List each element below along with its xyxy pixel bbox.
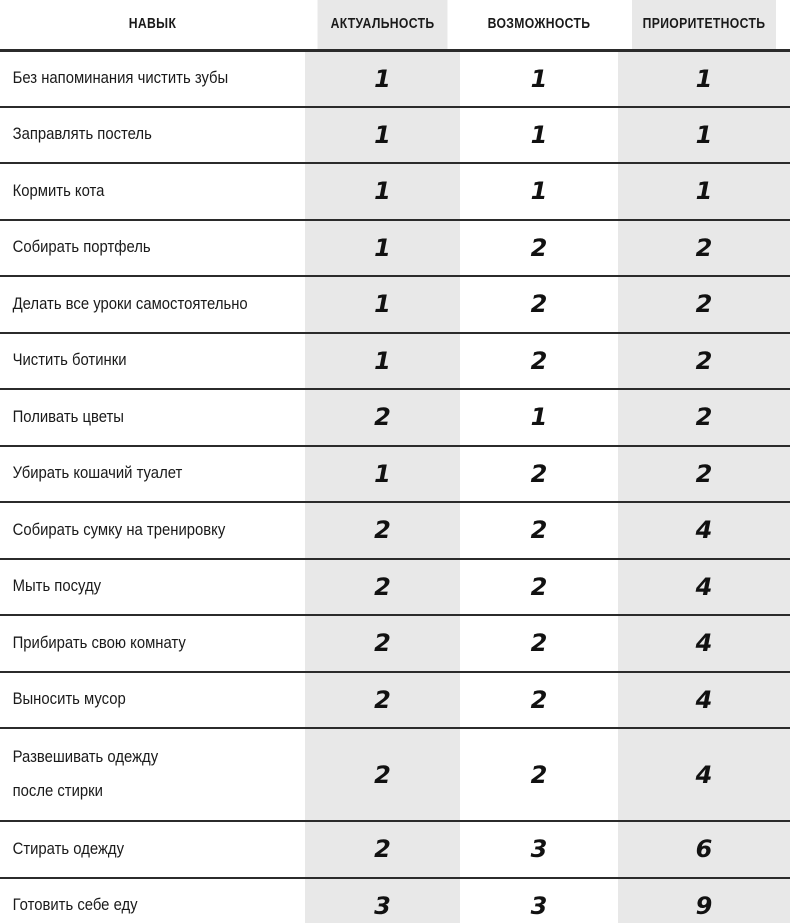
skill-label: Собирать портфель [12, 238, 151, 257]
table-row [0, 389, 790, 446]
cell-possible: 2 [460, 502, 618, 559]
table-header [0, 0, 790, 50]
column-header-priority: ПРИОРИТЕТНОСТЬ [632, 0, 776, 50]
column-header-possible: ВОЗМОЖНОСТЬ [473, 0, 606, 50]
column-header-skill: НАВЫК [24, 0, 280, 50]
cell-actual: 1 [305, 220, 460, 277]
cell-skill [0, 446, 275, 503]
skill-label: Мыть посуду [12, 577, 102, 596]
cell-skill [0, 878, 275, 923]
cell-possible: 1 [460, 389, 618, 446]
cell-skill [0, 502, 275, 559]
cell-skill [0, 163, 275, 220]
cell-actual: 2 [305, 502, 460, 559]
skill-label-line2: после стирки [12, 781, 103, 800]
skill-label: Заправлять постель [12, 125, 152, 144]
table-body [0, 50, 790, 923]
cell-possible: 2 [460, 672, 618, 729]
cell-skill [0, 333, 275, 390]
cell-skill [0, 821, 275, 878]
skill-label: Собирать сумку на тренировку [12, 520, 226, 539]
cell-actual: 1 [305, 333, 460, 390]
cell-skill [0, 615, 275, 672]
cell-possible: 2 [460, 728, 618, 821]
column-header-actual: АКТУАЛЬНОСТЬ [317, 0, 447, 50]
skill-label: Стирать одежду [12, 839, 125, 858]
cell-skill [0, 276, 275, 333]
cell-skill [0, 728, 275, 821]
table-row [0, 333, 790, 390]
cell-priority: 2 [618, 389, 790, 446]
cell-priority: 1 [618, 50, 790, 107]
cell-actual: 2 [305, 389, 460, 446]
cell-priority: 4 [618, 728, 790, 821]
cell-actual: 1 [305, 163, 460, 220]
cell-possible: 2 [460, 220, 618, 277]
table-row [0, 559, 790, 616]
skill-label: Убирать кошачий туалет [12, 464, 183, 483]
table-row [0, 502, 790, 559]
cell-actual: 2 [305, 672, 460, 729]
cell-priority: 4 [618, 672, 790, 729]
cell-priority: 1 [618, 107, 790, 164]
table-row [0, 615, 790, 672]
cell-skill [0, 389, 275, 446]
skill-label: Поливать цветы [12, 407, 124, 426]
header-row [0, 0, 790, 50]
cell-actual: 1 [305, 50, 460, 107]
skill-label: Выносить мусор [12, 690, 126, 709]
cell-possible: 3 [460, 821, 618, 878]
cell-priority: 6 [618, 821, 790, 878]
cell-priority: 9 [618, 878, 790, 923]
cell-possible: 2 [460, 615, 618, 672]
table-row [0, 276, 790, 333]
table-row [0, 728, 790, 821]
cell-actual: 2 [305, 615, 460, 672]
cell-priority: 4 [618, 559, 790, 616]
cell-possible: 2 [460, 559, 618, 616]
table-row [0, 107, 790, 164]
cell-priority: 2 [618, 446, 790, 503]
cell-skill [0, 559, 275, 616]
skill-label: Без напоминания чистить зубы [12, 68, 229, 87]
table-row [0, 672, 790, 729]
cell-possible: 3 [460, 878, 618, 923]
cell-possible: 1 [460, 50, 618, 107]
cell-skill [0, 107, 275, 164]
cell-possible: 1 [460, 163, 618, 220]
skill-label: Кормить кота [12, 181, 105, 200]
cell-priority: 4 [618, 615, 790, 672]
table-row [0, 220, 790, 277]
cell-priority: 1 [618, 163, 790, 220]
cell-priority: 4 [618, 502, 790, 559]
cell-actual: 2 [305, 728, 460, 821]
cell-actual: 2 [305, 559, 460, 616]
cell-skill [0, 672, 275, 729]
table-row [0, 50, 790, 107]
cell-possible: 1 [460, 107, 618, 164]
table-row [0, 821, 790, 878]
cell-possible: 2 [460, 446, 618, 503]
cell-priority: 2 [618, 220, 790, 277]
cell-actual: 3 [305, 878, 460, 923]
cell-actual: 2 [305, 821, 460, 878]
cell-actual: 1 [305, 276, 460, 333]
cell-possible: 2 [460, 333, 618, 390]
table-row [0, 163, 790, 220]
cell-skill [0, 220, 275, 277]
cell-actual: 1 [305, 107, 460, 164]
table-row [0, 446, 790, 503]
cell-priority: 2 [618, 333, 790, 390]
skill-label: Готовить себе еду [12, 896, 138, 915]
cell-skill [0, 50, 275, 107]
skill-label: Делать все уроки самостоятельно [12, 294, 248, 313]
cell-priority: 2 [618, 276, 790, 333]
skill-label: Развешивать одежду [12, 748, 159, 767]
cell-possible: 2 [460, 276, 618, 333]
cell-actual: 1 [305, 446, 460, 503]
skill-label: Прибирать свою комнату [12, 633, 186, 652]
table-row [0, 878, 790, 923]
skill-label: Чистить ботинки [12, 351, 127, 370]
